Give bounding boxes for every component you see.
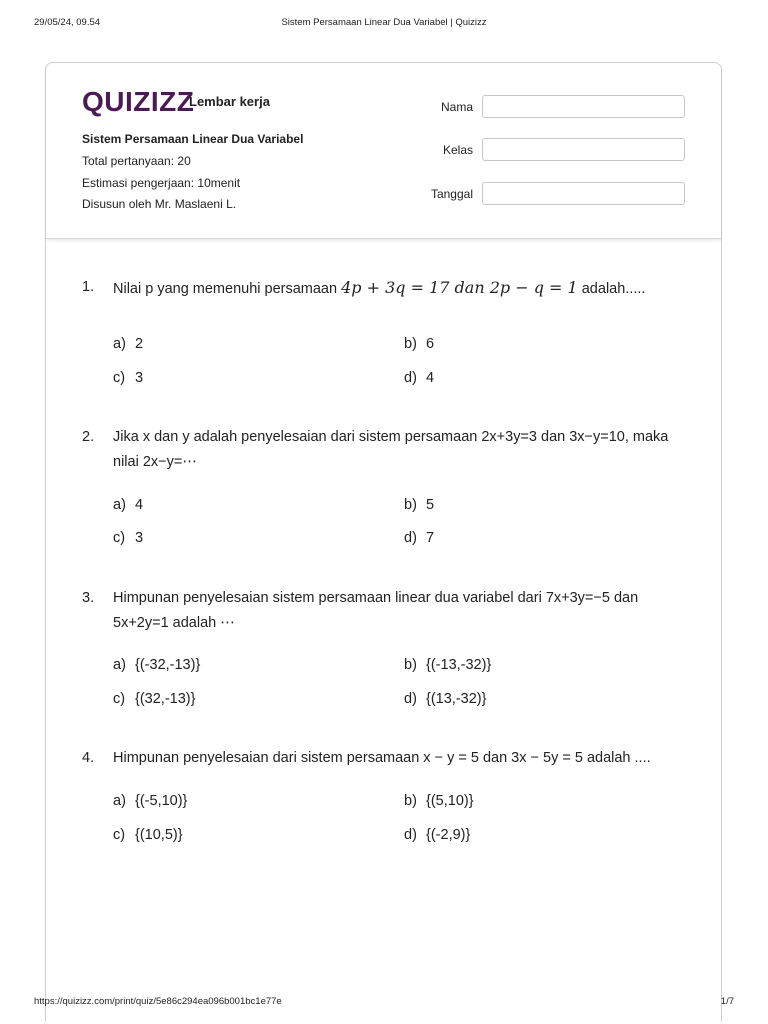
option-b[interactable] <box>404 496 434 514</box>
option-letter: a) <box>113 497 126 513</box>
option-letter: c) <box>113 827 126 843</box>
option-text: 6 <box>426 336 435 352</box>
option-letter: d) <box>404 827 417 843</box>
sheet-type-label: Lembar kerja <box>189 94 270 109</box>
quizizz-logo: QUIZIZZ <box>82 86 195 117</box>
quiz-title: Sistem Persamaan Linear Dua Variabel <box>82 132 304 146</box>
print-header <box>34 17 734 31</box>
question-text: Himpunan penyelesaian sistem persamaan linear dua variabel dari 7x+3y=−5 dan 5x+2y=1 adalah ⋯ <box>113 590 639 631</box>
option-letter: b) <box>404 336 417 352</box>
option-letter: b) <box>404 497 417 513</box>
option-b[interactable] <box>404 335 434 353</box>
option-text: {(-32,-13)} <box>135 657 201 673</box>
question-text: Jika x dan y adalah penyelesaian dari sistem persamaan 2x+3y=3 dan 3x−y=10, maka nilai 2x−y=⋯ <box>113 429 669 470</box>
option-d[interactable] <box>404 690 486 708</box>
option-letter: b) <box>404 657 417 673</box>
option-text: 4 <box>426 370 435 386</box>
option-letter: a) <box>113 336 126 352</box>
option-a[interactable] <box>113 656 200 674</box>
question-text <box>113 275 693 302</box>
question-equation: 4p + 3q = 17 dan 2p − q = 1 <box>341 278 578 297</box>
option-text: {(-5,10)} <box>135 793 188 809</box>
print-date: 29/05/24, 09.54 <box>34 17 101 28</box>
worksheet-header <box>46 63 721 239</box>
option-d[interactable] <box>404 826 470 844</box>
option-text: {(10,5)} <box>135 827 183 843</box>
option-c[interactable] <box>113 369 143 387</box>
print-url: https://quizizz.com/print/quiz/5e86c294ea096b001bc1e77e <box>34 996 282 1007</box>
page-number: 1/7 <box>720 996 734 1007</box>
option-letter: b) <box>404 793 417 809</box>
option-c[interactable] <box>113 690 195 708</box>
question-number: 2. <box>82 429 95 445</box>
estimated-time: Estimasi pengerjaan: 10menit <box>82 176 241 190</box>
option-d[interactable] <box>404 529 434 547</box>
option-letter: d) <box>404 691 417 707</box>
date-field[interactable] <box>482 182 685 205</box>
option-text: 2 <box>135 336 144 352</box>
question-number: 3. <box>82 590 95 606</box>
author: Disusun oleh Mr. Maslaeni L. <box>82 197 237 211</box>
option-text: {(32,-13)} <box>135 691 196 707</box>
option-text: {(-2,9)} <box>426 827 471 843</box>
date-label: Tanggal <box>430 187 473 201</box>
option-b[interactable] <box>404 656 491 674</box>
option-c[interactable] <box>113 826 183 844</box>
name-field[interactable] <box>482 95 685 118</box>
option-letter: c) <box>113 691 126 707</box>
total-questions: Total pertanyaan: 20 <box>82 154 191 168</box>
option-letter: c) <box>113 530 126 546</box>
option-text: 3 <box>135 530 144 546</box>
class-field[interactable] <box>482 138 685 161</box>
option-a[interactable] <box>113 792 187 810</box>
question-text-after: adalah..... <box>577 281 646 297</box>
option-c[interactable] <box>113 529 143 547</box>
option-a[interactable] <box>113 496 143 514</box>
option-text: 3 <box>135 370 144 386</box>
option-letter: c) <box>113 370 126 386</box>
option-letter: a) <box>113 657 126 673</box>
question-text: Himpunan penyelesaian dari sistem persamaan x − y = 5 dan 3x − 5y = 5 adalah .... <box>113 750 651 766</box>
class-label: Kelas <box>442 143 473 157</box>
name-label: Nama <box>440 100 473 114</box>
option-letter: a) <box>113 793 126 809</box>
option-d[interactable] <box>404 369 434 387</box>
option-text: 7 <box>426 530 435 546</box>
option-letter: d) <box>404 370 417 386</box>
question-number: 1. <box>82 279 95 295</box>
option-text: 4 <box>135 497 144 513</box>
question-text-before: Nilai p yang memenuhi persamaan <box>113 281 342 297</box>
print-page-title: Sistem Persamaan Linear Dua Variabel | Quizizz <box>281 17 487 28</box>
option-text: 5 <box>426 497 435 513</box>
option-text: {(-13,-32)} <box>426 657 492 673</box>
option-b[interactable] <box>404 792 474 810</box>
worksheet-card <box>45 62 722 1022</box>
option-text: {(13,-32)} <box>426 691 487 707</box>
option-a[interactable] <box>113 335 143 353</box>
question-number: 4. <box>82 750 95 766</box>
option-letter: d) <box>404 530 417 546</box>
print-footer <box>34 996 734 1010</box>
option-text: {(5,10)} <box>426 793 474 809</box>
